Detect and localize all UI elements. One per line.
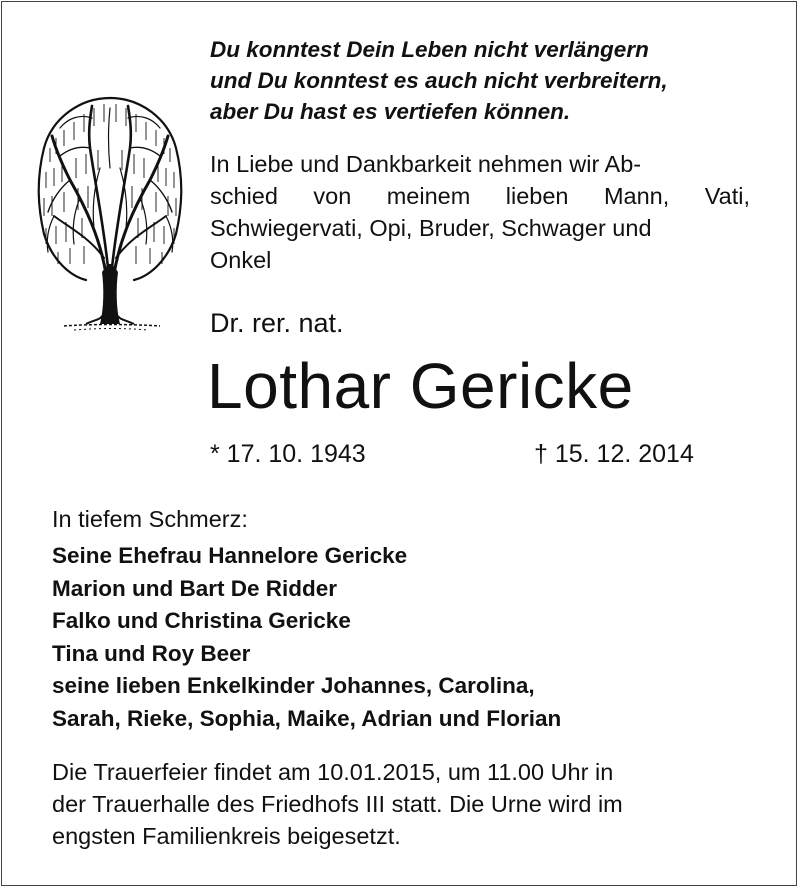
weeping-willow-tree-icon — [30, 88, 190, 336]
service-line: der Trauerhalle des Friedhofs III statt. Die Urne wird im — [52, 791, 623, 817]
funeral-service-info — [52, 756, 752, 852]
mourner-line: Falko und Christina Gericke — [52, 608, 351, 633]
poem-line: aber Du hast es vertiefen können. — [210, 99, 571, 124]
service-line: Die Trauerfeier findet am 10.01.2015, um 11.00 Uhr in — [52, 759, 614, 785]
mourner-line: Seine Ehefrau Hannelore Gericke — [52, 543, 408, 568]
intro-line: schied von meinem lieben Mann, Vati, — [210, 183, 750, 209]
birth-date: * 17. 10. 1943 — [210, 440, 366, 468]
intro-line: Onkel — [210, 247, 272, 273]
mourner-line: Tina und Roy Beer — [52, 640, 251, 666]
poem-line: und Du konntest es auch nicht verbreitern, — [210, 68, 668, 93]
intro-text — [210, 148, 750, 276]
grief-heading: In tiefem Schmerz: — [52, 506, 248, 532]
intro-line: Schwiegervati, Opi, Bruder, Schwager und — [210, 215, 652, 241]
mourners-list — [52, 540, 772, 735]
mourner-line: seine lieben Enkelkinder Johannes, Carolina, — [52, 673, 535, 698]
academic-title: Dr. rer. nat. — [210, 308, 344, 338]
deceased-name: Lothar Gericke — [207, 350, 634, 422]
poem-line: Du konntest Dein Leben nicht verlängern — [210, 37, 649, 62]
intro-line: In Liebe und Dankbarkeit nehmen wir Ab- — [210, 151, 642, 177]
mourner-line: Marion und Bart De Ridder — [52, 575, 338, 601]
mourner-line: Sarah, Rieke, Sophia, Maike, Adrian und Florian — [52, 705, 562, 731]
service-line: engsten Familienkreis beigesetzt. — [52, 823, 401, 849]
poem — [210, 34, 770, 127]
death-date: † 15. 12. 2014 — [534, 440, 694, 468]
